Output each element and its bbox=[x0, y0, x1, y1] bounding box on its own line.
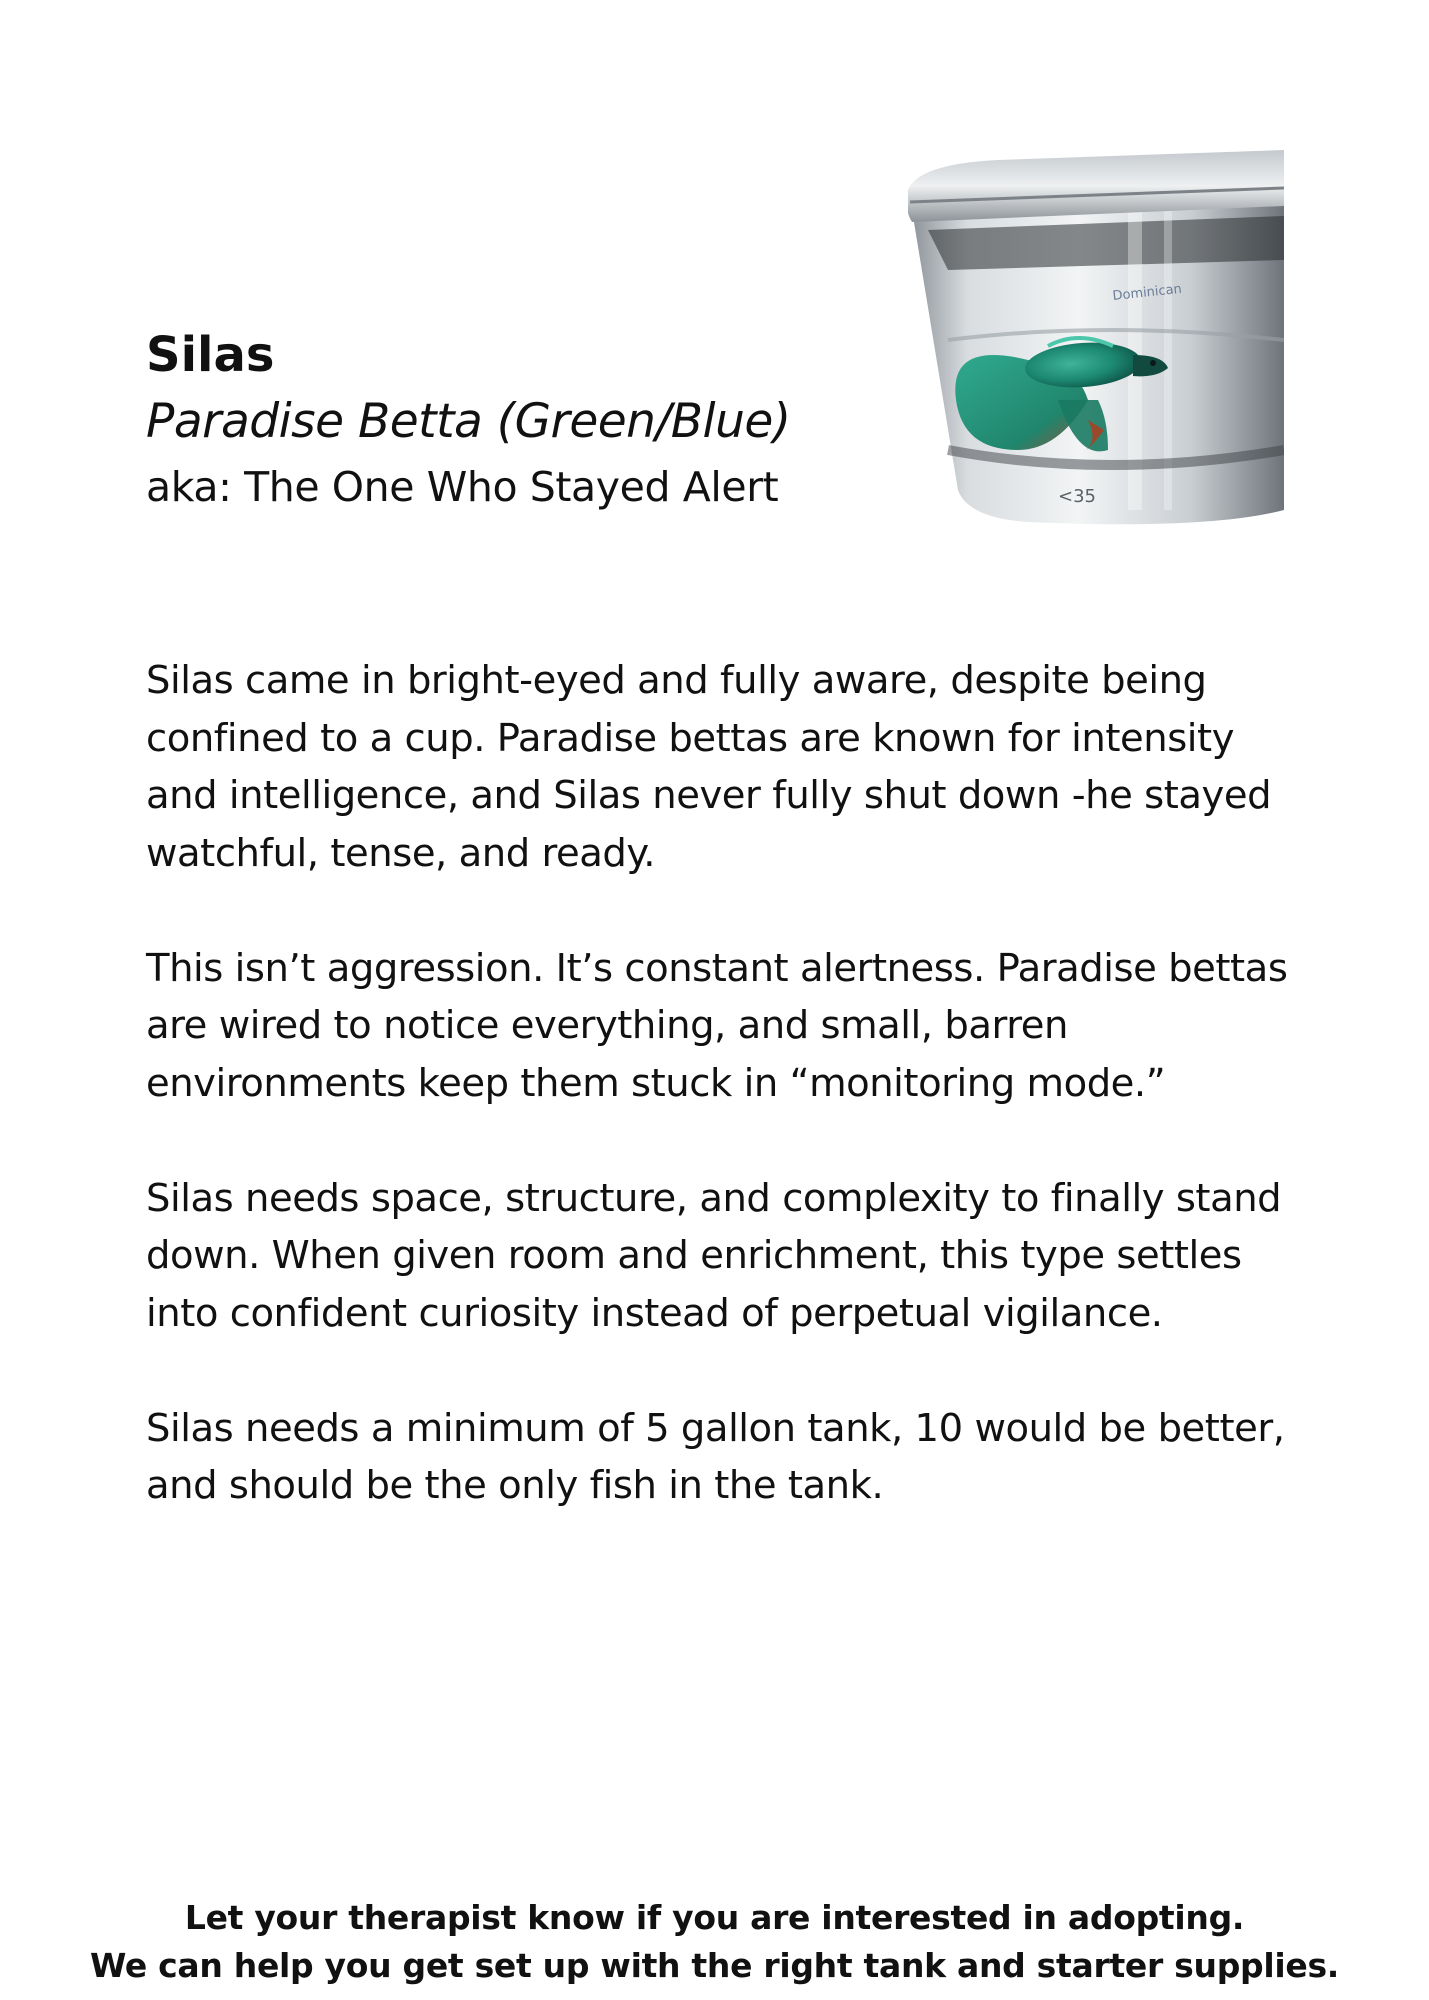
description-paragraph: This isn’t aggression. It’s constant alertness. Paradise bettas are wired to notice everything, and small, barren environments keep them stuck in “monitoring mode.” bbox=[146, 945, 1288, 1106]
cup-marking-text: <35 bbox=[1058, 486, 1096, 507]
profile-header bbox=[146, 322, 906, 518]
description bbox=[146, 652, 1296, 1572]
adoption-footer bbox=[0, 1894, 1429, 1990]
fish-photo bbox=[908, 150, 1284, 528]
footer-line-adopt: Let your therapist know if you are interested in adopting. bbox=[184, 1898, 1245, 1937]
fish-species: Paradise Betta (Green/Blue) bbox=[146, 394, 791, 449]
description-paragraph: Silas came in bright-eyed and fully aware, despite being confined to a cup. Paradise bettas are known for intensity and intelligence, and Silas never fully shut down -he stayed watchful, tense, and ready. bbox=[146, 658, 1272, 876]
cup-label-text: Dominican bbox=[1111, 281, 1183, 304]
description-paragraph: Silas needs space, structure, and complexity to finally stand down. When given room and enrichment, this type settles into confident curiosity instead of perpetual vigilance. bbox=[146, 1175, 1282, 1336]
fish-name: Silas bbox=[146, 327, 275, 383]
care-requirements-paragraph: Silas needs a minimum of 5 gallon tank, 10 would be better, and should be the only fish in the tank. bbox=[146, 1405, 1285, 1508]
fish-nickname: aka: The One Who Stayed Alert bbox=[146, 463, 779, 511]
footer-line-setup: We can help you get set up with the right tank and starter supplies. bbox=[89, 1946, 1340, 1985]
